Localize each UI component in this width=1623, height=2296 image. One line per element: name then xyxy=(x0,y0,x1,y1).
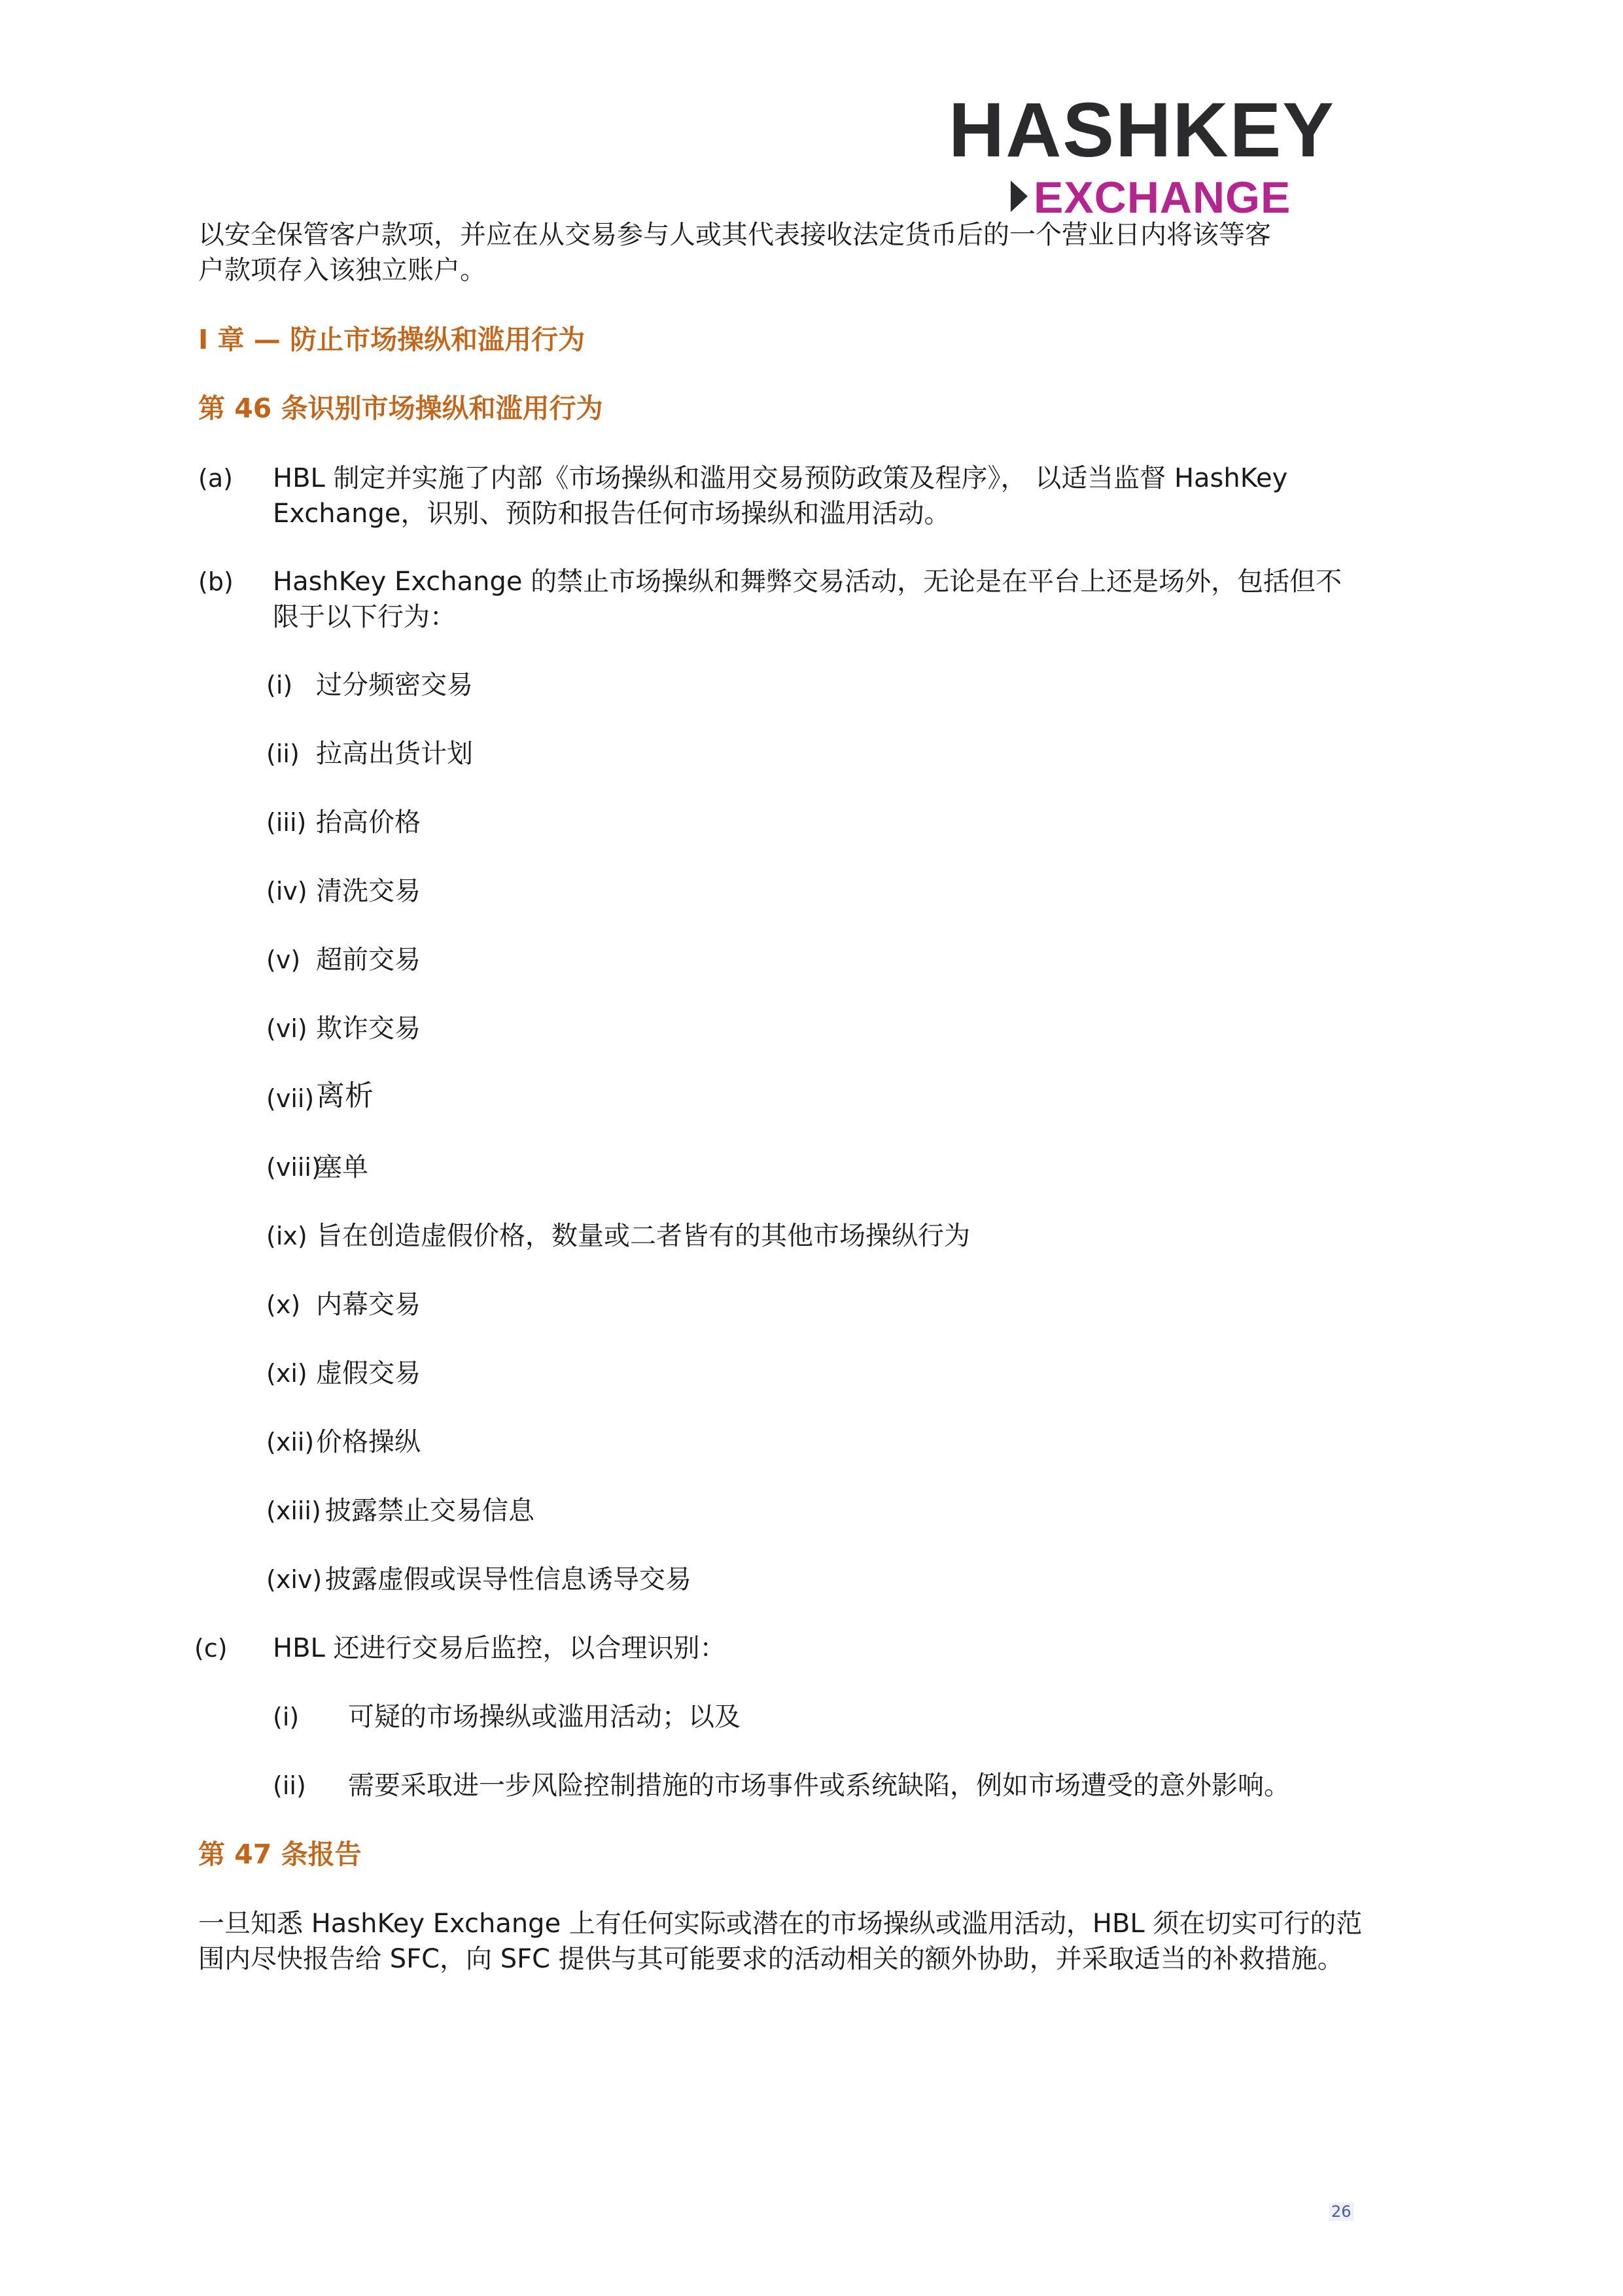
list-item-text: 价格操纵 xyxy=(316,1427,421,1457)
article-47-line-1: 一旦知悉 HashKey Exchange 上有任何实际或潜在的市场操纵或滥用活动，HBL 须在切实可行的范 xyxy=(198,1909,1363,1939)
clause-a-label: (a) xyxy=(198,464,233,493)
list-item-text: 欺诈交易 xyxy=(316,1014,421,1044)
list-item-number: (vii) xyxy=(266,1084,315,1113)
clause-a-line-1: HBL 制定并实施了内部《市场操纵和滥用交易预防政策及程序》， 以适当监督 HashKey xyxy=(273,463,1288,493)
list-item-number: (iv) xyxy=(266,877,307,906)
list-item-number: (xiv) xyxy=(266,1565,323,1594)
list-item-number: (x) xyxy=(266,1290,301,1319)
article-47-title: 第 47 条报告 xyxy=(198,1839,362,1870)
logo-hashkey-text: HASHKEY xyxy=(949,87,1335,173)
list-item-number: (xii) xyxy=(266,1428,315,1457)
list-item-number: (i) xyxy=(266,671,293,699)
list-item-number: (i) xyxy=(273,1703,300,1731)
list-item-number: (xi) xyxy=(266,1359,307,1388)
list-item-text: 离析 xyxy=(316,1079,374,1112)
list-item-number: (vi) xyxy=(266,1014,307,1043)
list-item-number: (xiii) xyxy=(266,1496,321,1525)
list-item-text: 需要采取进一步风险控制措施的市场事件或系统缺陷，例如市场遭受的意外影响。 xyxy=(348,1771,1290,1801)
clause-b-line-1: HashKey Exchange 的禁止市场操纵和舞弊交易活动，无论是在平台上还是场外，包括但不 xyxy=(273,567,1342,597)
intro-line-1: 以安全保管客户款项，并应在从交易参与人或其代表接收法定货币后的一个营业日内将该等客 xyxy=(198,220,1271,250)
page-number: 26 xyxy=(1329,2202,1353,2221)
chapter-title: I 章 — 防止市场操纵和滥用行为 xyxy=(198,324,585,355)
list-item-number: (viii) xyxy=(266,1153,321,1182)
list-item-text: 内幕交易 xyxy=(316,1290,421,1320)
list-item-number: (v) xyxy=(266,945,301,974)
intro-line-2: 户款项存入该独立账户。 xyxy=(198,255,486,285)
clause-b-line-2: 限于以下行为： xyxy=(273,602,456,632)
list-item-text: 披露虚假或误导性信息诱导交易 xyxy=(325,1564,691,1595)
list-item-text: 清洗交易 xyxy=(316,876,421,906)
logo-exchange-text: EXCHANGE xyxy=(1034,173,1291,222)
logo-arrow-icon xyxy=(1011,181,1028,212)
list-item-number: (ix) xyxy=(266,1222,307,1250)
article-47-line-2: 围内尽快报告给 SFC，向 SFC 提供与其可能要求的活动相关的额外协助，并采取适当的补救措施。 xyxy=(198,1944,1344,1974)
list-item-text: 过分频密交易 xyxy=(316,670,473,700)
list-item-text: 虚假交易 xyxy=(316,1358,421,1388)
list-item-text: 拉高出货计划 xyxy=(316,739,473,769)
clause-c-line-1: HBL 还进行交易后监控，以合理识别： xyxy=(273,1633,726,1663)
list-item-number: (ii) xyxy=(273,1771,306,1800)
clause-a-line-2: Exchange，识别、预防和报告任何市场操纵和滥用活动。 xyxy=(273,499,951,529)
list-item-text: 超前交易 xyxy=(316,945,421,975)
hashkey-exchange-logo xyxy=(949,87,1354,222)
list-item-text: 旨在创造虚假价格，数量或二者皆有的其他市场操纵行为 xyxy=(316,1221,970,1251)
list-item-text: 塞单 xyxy=(316,1152,368,1182)
clause-b-label: (b) xyxy=(198,567,234,596)
article-46-title: 第 46 条识别市场操纵和滥用行为 xyxy=(198,393,603,424)
list-item-text: 抬高价格 xyxy=(316,807,421,838)
list-item-number: (iii) xyxy=(266,808,307,837)
list-item-text: 可疑的市场操纵或滥用活动；以及 xyxy=(348,1702,741,1732)
list-item-number: (ii) xyxy=(266,739,300,768)
list-item-text: 披露禁止交易信息 xyxy=(325,1496,534,1526)
clause-c-label: (c) xyxy=(194,1634,228,1663)
